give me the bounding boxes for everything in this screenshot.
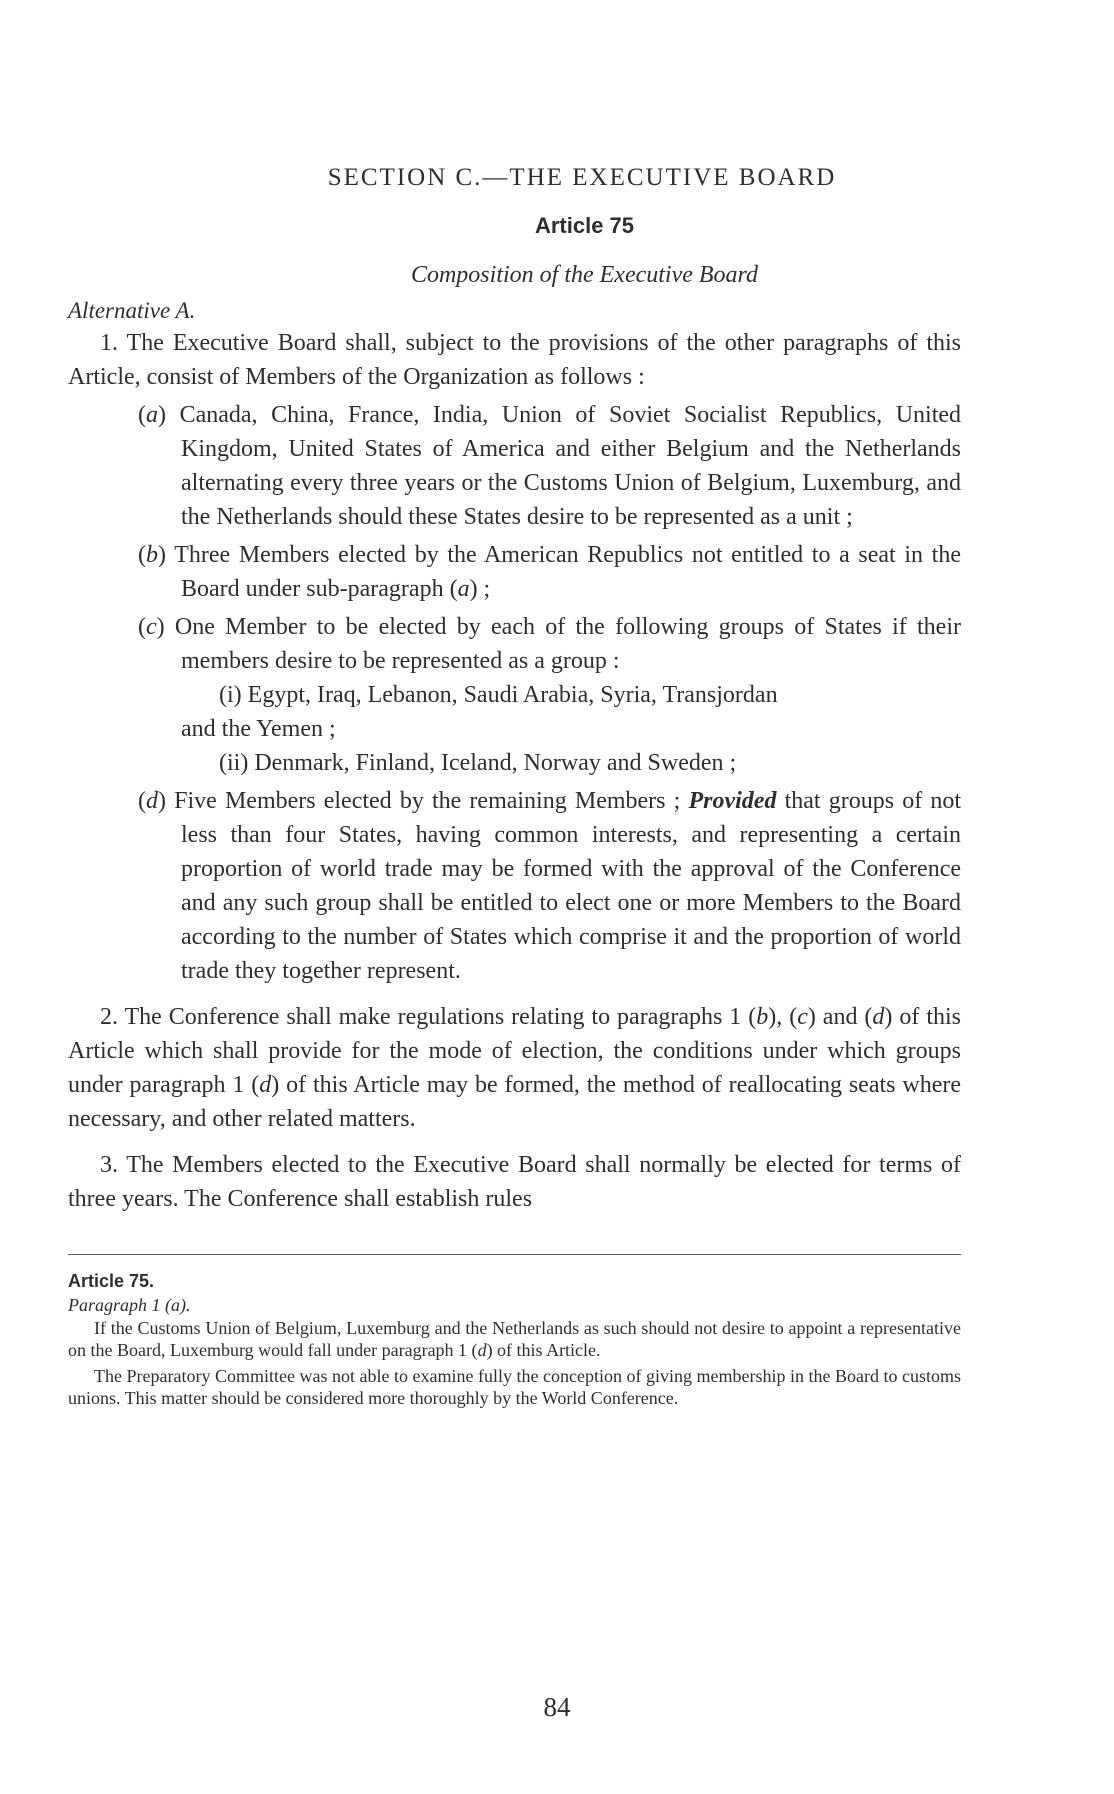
paragraph-1: 1. The Executive Board shall, subject to the provisions of the other paragraphs of this Article, consist of Members of the Organization as follows :: [68, 330, 961, 390]
section-heading: SECTION C.—THE EXECUTIVE BOARD: [327, 164, 837, 191]
sub-item-c-text: One Member to be elected by each of the following groups of States if their members desire to be represented as a group :: [174, 614, 961, 674]
sub-item-a-text: Canada, China, France, India, Union of Soviet Socialist Republics, United Kingdom, United States of America and either Belgium and the Netherlands alternating every three years or the Customs Union of Belgium, Luxemburg, and the Netherlands should these States desire to be represented as a unit ;: [179, 402, 962, 530]
article-subtitle: Composition of the Executive Board: [410, 262, 759, 288]
footnote-divider: [68, 1254, 961, 1255]
sub-item-b-ref: a: [457, 576, 470, 602]
sub-item-c-ii: (ii) Denmark, Finland, Iceland, Norway and Sweden ;: [219, 750, 737, 776]
sub-item-c-i: [68, 678, 961, 712]
sub-item-b-text-end: ) ;: [469, 576, 491, 602]
sub-item-a: [68, 398, 961, 534]
footnote-text-1: If the Customs Union of Belgium, Luxemburg and the Netherlands as such should not desire to appoint a representative on the Board, Luxemburg would fall under paragraph 1 (d) of this Article.: [68, 1318, 961, 1360]
sub-item-b-text: Three Members elected by the American Republics not entitled to a seat in the Board under sub-paragraph (: [174, 542, 961, 602]
article-body: [68, 326, 961, 1216]
sub-item-d-text-end: that groups of not less than four States, having common interests, and representing a certain proportion of world trade may be formed with the approval of the Conference and any such group shall be entitled to elect one or more Members to the Board according to the number of States which comprise it and the proportion of world trade they together represent.: [181, 788, 961, 984]
footnote-text-2: The Preparatory Committee was not able to examine fully the conception of giving membership in the Board to customs unions. This matter should be considered more thoroughly by the World Conference.: [68, 1366, 961, 1408]
footnotes: [68, 1269, 961, 1409]
page-number: 84: [543, 1692, 571, 1722]
sub-item-c-i-text: (i) Egypt, Iraq, Lebanon, Saudi Arabia, Syria, Transjordan: [219, 682, 778, 708]
sub-item-c: [68, 610, 961, 678]
sub-item-b-label: (b): [138, 542, 166, 568]
footnote-paragraph-ref: Paragraph 1 (a).: [68, 1295, 191, 1315]
paragraph-2: 2. The Conference shall make regulations relating to paragraphs 1 (b), (c) and (d) of this Article which shall provide for the mode of election, the conditions under which groups under paragraph 1 (d) of this Article may be formed, the method of reallocating seats where necessary, and other related matters.: [68, 1004, 962, 1132]
sub-item-d: [68, 784, 961, 988]
footnote-article: Article 75.: [68, 1271, 155, 1291]
sub-item-c-label: (c): [138, 614, 165, 640]
provided-emphasis: Provided: [688, 788, 777, 814]
document-page: [68, 150, 961, 1409]
sub-item-a-label: (a): [138, 402, 166, 428]
article-heading: Article 75: [534, 213, 635, 238]
alternative-label: Alternative A.: [68, 298, 196, 323]
sub-item-c-i-continued: and the Yemen ;: [181, 716, 336, 742]
sub-item-d-text: Five Members elected by the remaining Members ;: [174, 788, 681, 814]
paragraph-3: 3. The Members elected to the Executive Board shall normally be elected for terms of three years. The Conference shall establish rules: [68, 1152, 961, 1212]
sub-item-d-label: (d): [138, 788, 166, 814]
sub-item-b: [68, 538, 961, 606]
